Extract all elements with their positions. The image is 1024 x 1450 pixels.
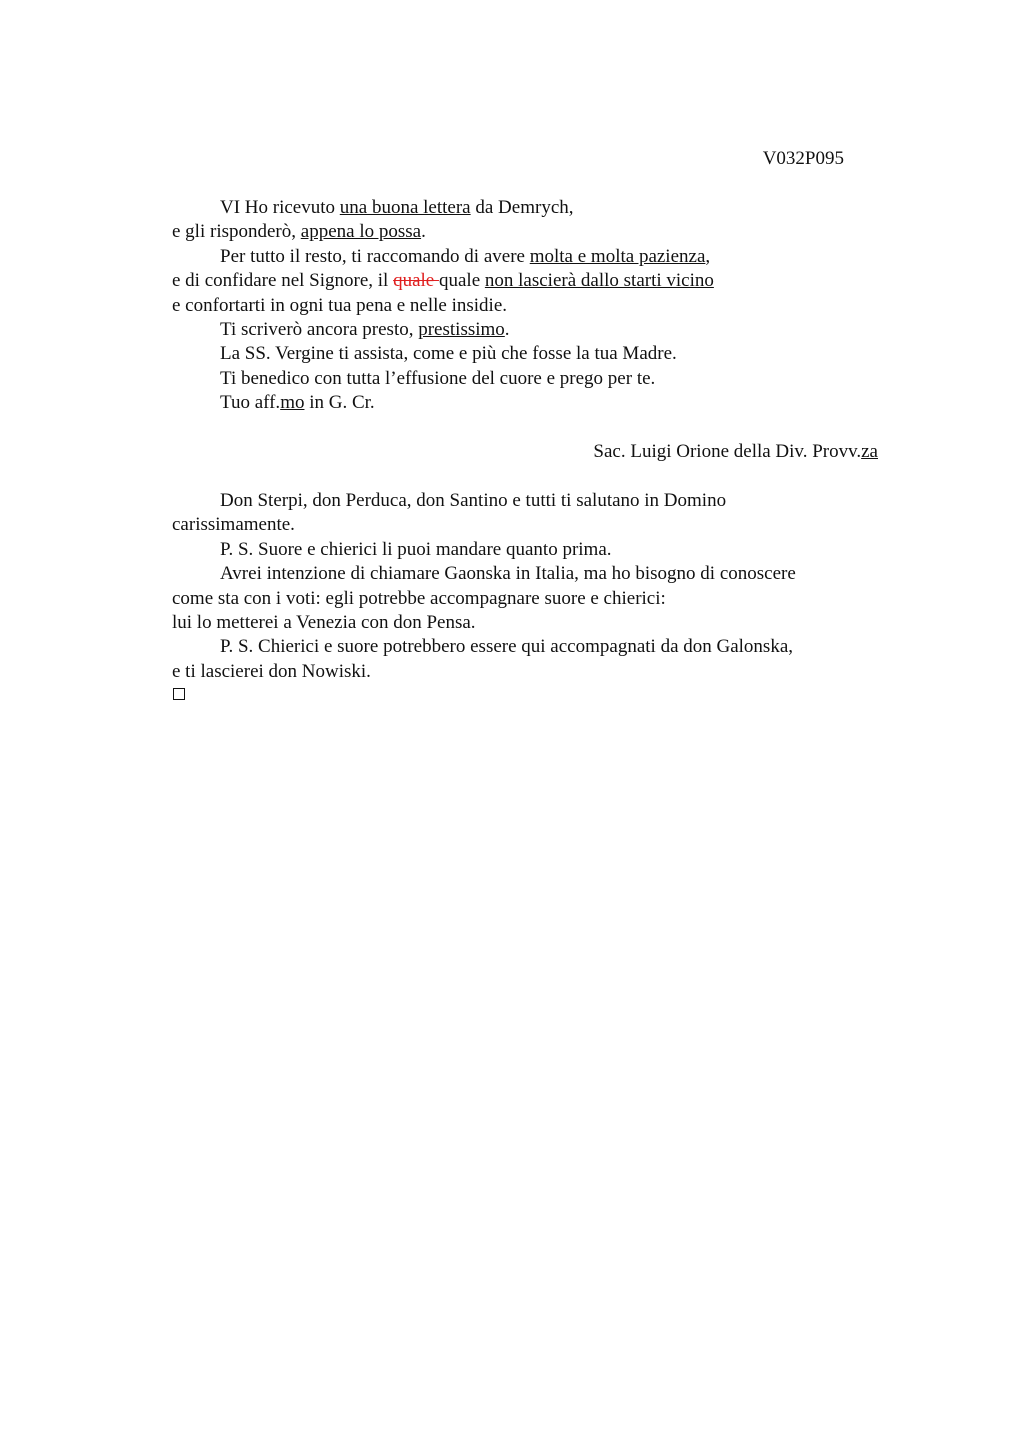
postscript-line: [172, 513, 295, 537]
text-segment: ,: [705, 245, 711, 267]
text-segment: P. S. Chierici e suore potrebbero essere qui accompagnati da don Galonska,: [220, 636, 794, 658]
text-segment: VI Ho ricevuto: [220, 197, 340, 218]
text-segment: e gli risponderò,: [172, 221, 301, 243]
letter-line: [220, 245, 710, 269]
text-segment: da Demrych,: [470, 197, 574, 218]
postscript-line: [220, 562, 796, 586]
letter-line: [220, 318, 510, 342]
text-segment: La SS. Vergine ti assista, come e più che fosse la tua Madre.: [220, 343, 677, 365]
underlined-text: molta e molta pazienza: [529, 245, 706, 267]
text-segment: Sac. Luigi Orione della Div. Provv.: [593, 441, 862, 462]
text-segment: .: [504, 319, 510, 340]
text-segment: e ti lascierei don Nowiski.: [172, 660, 371, 682]
postscript-line: [172, 587, 666, 611]
text-segment: Don Sterpi, don Perduca, don Santino e tutti ti salutano in Domino: [220, 490, 727, 511]
text-segment: Ti benedico con tutta l’effusione del cuore e prego per te.: [220, 367, 656, 389]
document-id: V032P095: [762, 148, 844, 169]
letter-line: [220, 196, 574, 220]
underlined-text: mo: [280, 392, 305, 414]
postscript-line: [220, 538, 612, 562]
postscript-line: [172, 660, 371, 684]
postscript-line: [172, 611, 476, 635]
text-segment: Per tutto il resto, ti raccomando di avere: [220, 245, 530, 267]
letter-line: [220, 342, 677, 366]
letter-line: [172, 269, 714, 293]
postscript-line: [220, 489, 726, 513]
text-segment: lui lo metterei a Venezia con don Pensa.: [172, 612, 476, 633]
square-box-icon: [173, 688, 185, 700]
text-segment: .: [421, 221, 426, 243]
struck-text: quale: [393, 270, 439, 292]
letter-line: [220, 391, 375, 415]
letter-line: [172, 294, 507, 318]
text-segment: carissimamente.: [172, 514, 295, 536]
letter-line: [220, 367, 655, 391]
text-segment: e confortarti in ogni tua pena e nelle insidie.: [172, 294, 508, 316]
underlined-text: za: [861, 441, 878, 462]
text-segment: P. S. Suore e chierici li puoi mandare quanto prima.: [220, 538, 612, 560]
signature-line: [593, 440, 878, 464]
text-segment: e di confidare nel Signore, il: [172, 270, 394, 292]
underlined-text: prestissimo: [418, 319, 505, 340]
underlined-text: una buona lettera: [339, 197, 471, 218]
postscript-line: [220, 635, 793, 659]
text-segment: come sta con i voti: egli potrebbe accompagnare suore e chierici:: [172, 587, 666, 609]
text-segment: Tuo aff.: [220, 392, 281, 414]
text-segment: Avrei intenzione di chiamare Gaonska in Italia, ma ho bisogno di conoscere: [220, 563, 796, 585]
letter-line: [172, 220, 426, 244]
text-segment: in G. Cr.: [304, 392, 375, 414]
text-segment: Ti scriverò ancora presto,: [220, 319, 419, 340]
text-segment: quale: [438, 270, 485, 292]
underlined-text: appena lo possa: [300, 221, 422, 243]
underlined-text: non lascierà dallo starti vicino: [484, 270, 714, 292]
